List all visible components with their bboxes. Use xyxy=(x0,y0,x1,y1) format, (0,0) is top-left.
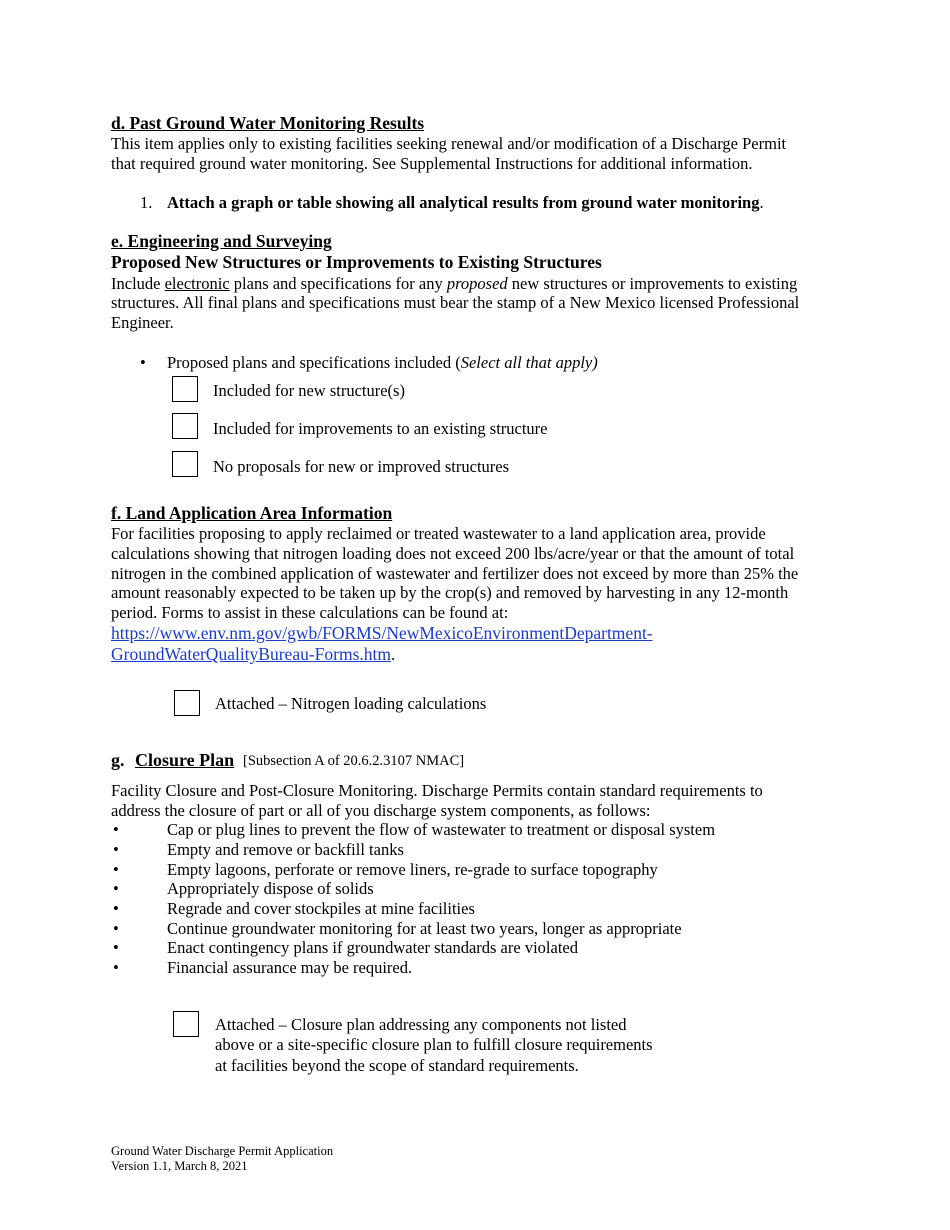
section-d-item-text xyxy=(167,193,764,213)
forms-link-line2[interactable]: GroundWaterQualityBureau-Forms.htm xyxy=(111,644,391,664)
footer-version: Version 1.1, March 8, 2021 xyxy=(111,1159,248,1173)
p1-text-b: plans and specifications for any xyxy=(229,274,447,293)
bullet-icon: • xyxy=(113,860,119,879)
checkbox-new-structures-label: Included for new structure(s) xyxy=(213,381,405,400)
checkbox-improvements-label: Included for improvements to an existing structure xyxy=(213,419,548,438)
section-e-subheading: Proposed New Structures or Improvements to Existing Structures xyxy=(111,252,602,272)
link-period: . xyxy=(391,645,396,664)
checkbox-improvements[interactable] xyxy=(172,413,198,439)
section-d-item-end: . xyxy=(759,193,764,212)
checkbox-new-structures[interactable] xyxy=(172,376,198,402)
section-e-paragraph-line3: Engineer. xyxy=(111,313,174,332)
closure-bullet-5: Regrade and cover stockpiles at mine facilities xyxy=(167,899,475,918)
checkbox-closure-plan[interactable] xyxy=(173,1011,199,1037)
closure-bullet-6: Continue groundwater monitoring for at least two years, longer as appropriate xyxy=(167,919,682,938)
checkbox-no-proposals[interactable] xyxy=(172,451,198,477)
section-f-line3: nitrogen in the combined application of wastewater and fertilizer does not exceed by more than 25% the xyxy=(111,564,799,583)
prompt-italic: Select all that apply) xyxy=(460,353,598,372)
p1-text-c: new structures or improvements to existing xyxy=(507,274,798,293)
bullet-icon: • xyxy=(113,958,119,977)
bullet-icon: • xyxy=(113,820,119,839)
section-d-item-number: 1. xyxy=(140,193,153,212)
section-f-line5: period. Forms to assist in these calculations can be found at: xyxy=(111,603,509,622)
section-d-heading: d. Past Ground Water Monitoring Results xyxy=(111,113,425,133)
p1-italic: proposed xyxy=(446,274,508,293)
footer-title: Ground Water Discharge Permit Application xyxy=(111,1144,334,1158)
section-g-subsection: [Subsection A of 20.6.2.3107 NMAC] xyxy=(243,753,465,769)
section-d-paragraph-line1: This item applies only to existing facilities seeking renewal and/or modification of a Discharge Permit xyxy=(111,134,787,153)
checkbox-closure-plan-label-line2: above or a site-specific closure plan to fulfill closure requirements xyxy=(215,1035,653,1054)
checkbox-closure-plan-label-line3: at facilities beyond the scope of standard requirements. xyxy=(215,1056,579,1075)
closure-bullet-2: Empty and remove or backfill tanks xyxy=(167,840,404,859)
closure-bullet-3: Empty lagoons, perforate or remove liners, re-grade to surface topography xyxy=(167,860,658,879)
forms-link-line1-wrap xyxy=(111,623,653,644)
bullet-icon: • xyxy=(113,899,119,918)
closure-bullet-4: Appropriately dispose of solids xyxy=(167,879,374,898)
section-f-line4: amount reasonably expected to be taken up by the crop(s) and removed by harvesting in any 12-month xyxy=(111,583,789,602)
closure-bullet-7: Enact contingency plans if groundwater standards are violated xyxy=(167,938,578,957)
checkbox-closure-plan-label-line1: Attached – Closure plan addressing any components not listed xyxy=(215,1015,627,1034)
p1-underlined: electronic xyxy=(164,274,230,293)
bullet-icon: • xyxy=(113,840,119,859)
section-g-heading: Closure Plan xyxy=(135,750,235,770)
section-e-heading: e. Engineering and Surveying xyxy=(111,231,332,251)
prompt-text: Proposed plans and specifications included ( xyxy=(167,353,461,372)
bullet-icon: • xyxy=(113,919,119,938)
section-e-paragraph-line2: structures. All final plans and specifications must bear the stamp of a New Mexico licensed Professional xyxy=(111,293,800,312)
closure-bullet-1: Cap or plug lines to prevent the flow of wastewater to treatment or disposal system xyxy=(167,820,716,839)
checkbox-nitrogen-calculations-label: Attached – Nitrogen loading calculations xyxy=(215,694,487,713)
forms-link-line1[interactable]: https://www.env.nm.gov/gwb/FORMS/NewMexicoEnvironmentDepartment- xyxy=(111,623,653,643)
bullet-icon: • xyxy=(113,938,119,957)
plans-included-prompt xyxy=(167,353,598,373)
section-e-paragraph-line1 xyxy=(111,274,797,294)
section-g-letter: g. xyxy=(111,750,125,770)
section-g-intro-line1: Facility Closure and Post-Closure Monitoring. Discharge Permits contain standard requirements to xyxy=(111,781,763,800)
section-f-heading: f. Land Application Area Information xyxy=(111,503,393,523)
section-f-line2: calculations showing that nitrogen loading does not exceed 200 lbs/acre/year or that the amount of total xyxy=(111,544,795,563)
section-g-intro-line2: address the closure of part or all of you discharge system components, as follows: xyxy=(111,801,651,820)
bullet-icon: • xyxy=(140,353,146,372)
section-d-item-bold: Attach a graph or table showing all analytical results from ground water monitoring xyxy=(167,193,760,212)
closure-bullet-8: Financial assurance may be required. xyxy=(167,958,413,977)
checkbox-nitrogen-calculations[interactable] xyxy=(174,690,200,716)
section-f-line1: For facilities proposing to apply reclaimed or treated wastewater to a land application area, provide xyxy=(111,524,766,543)
checkbox-no-proposals-label: No proposals for new or improved structures xyxy=(213,457,510,476)
section-d-paragraph-line2: that required ground water monitoring. See Supplemental Instructions for additional information. xyxy=(111,154,753,173)
bullet-icon: • xyxy=(113,879,119,898)
p1-text-a: Include xyxy=(111,274,165,293)
forms-link-line2-wrap xyxy=(111,644,395,665)
